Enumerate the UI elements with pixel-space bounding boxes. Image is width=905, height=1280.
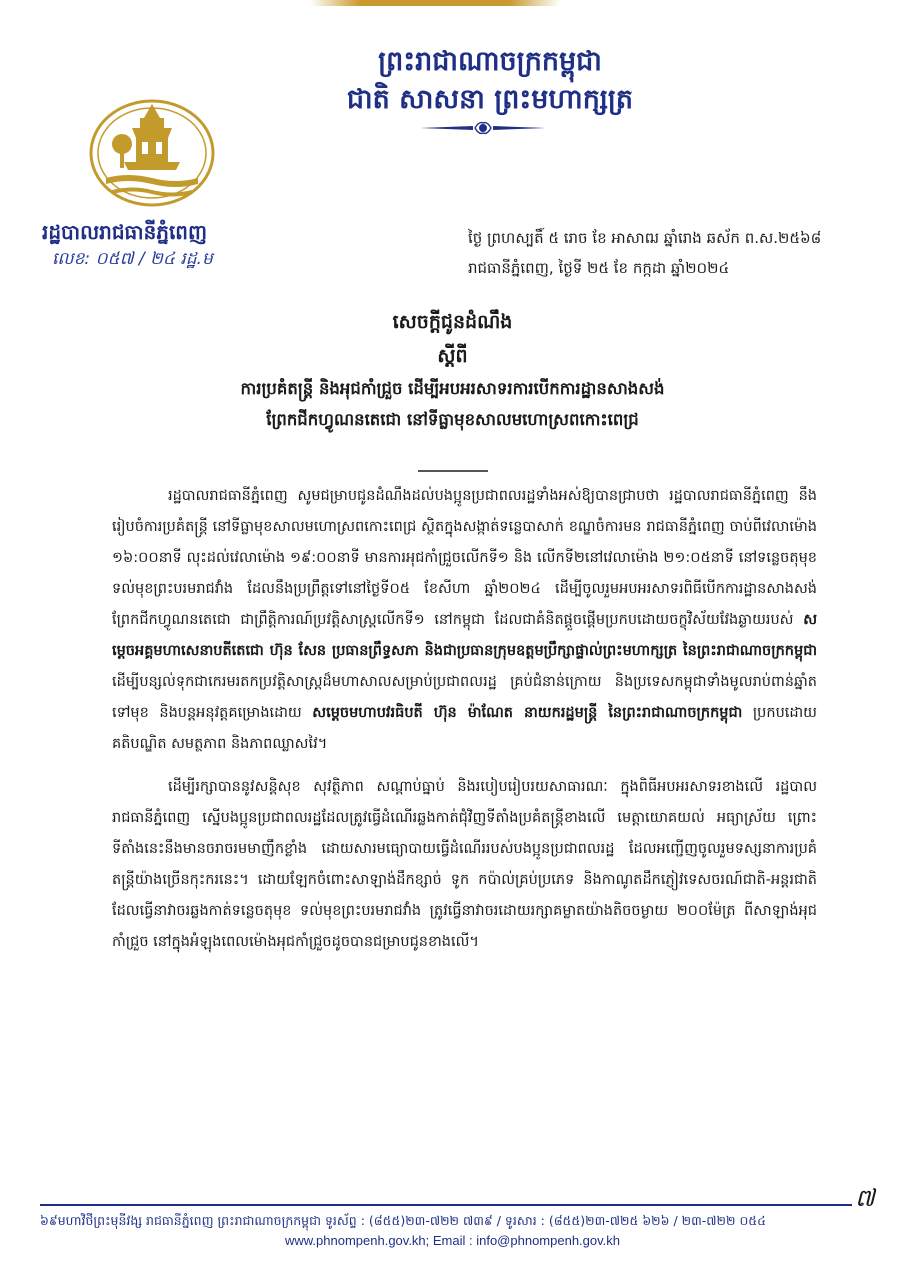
paragraph-1-part-c: ប្រកបដោយគតិបណ្ឌិត សមត្ថភាព និងភាពឈ្លាសវៃ។	[112, 705, 817, 752]
page-number: ៧	[855, 1184, 875, 1212]
about-heading: ស្តីពី	[437, 345, 468, 367]
issuing-office	[42, 217, 213, 271]
footer-address: ៦៩មហាវិថីព្រះមុនីវង្ស រាជធានីភ្នំពេញ ព្រះរាជាណាចក្រកម្ពុជា ទូរស័ព្ទ : (៨៥៥)២៣-៧២២ ៧៣៩ / ទូរសារ : (៨៥៥)២៣-៧២៥ ៦២៦ / ២៣-៧២២ ០៥៤	[40, 1213, 766, 1228]
city-seal-icon	[88, 98, 216, 208]
subject-line-1: ការប្រគំតន្ត្រី និងអុជកាំជ្រួច ដើម្បីអបអរសាទរការបើកការដ្ឋានសាងសង់	[240, 379, 665, 398]
paragraph-1-part-b: ដើម្បីបន្សល់ទុកជាកេរមរតកប្រវត្តិសាស្ត្រដ៏មហាសាលសម្រាប់ប្រជាពលរដ្ឋ គ្រប់ជំនាន់ក្រោយ និងប្រទេសកម្ពុជាទាំងមូលរាប់ពាន់ឆ្នាំតទៅមុខ និងបន្តអនុវត្តគម្រោងដោយ	[112, 674, 817, 721]
national-motto: ជាតិ សាសនា ព្រះមហាក្សត្រ	[346, 84, 634, 115]
paragraph-1-part-a: រដ្ឋបាលរាជធានីភ្នំពេញ សូមជម្រាបជូនដំណឹងដល់បងប្អូនប្រជាពលរដ្ឋទាំងអស់ឱ្យបានជ្រាបថា រដ្ឋបាលរាជធានីភ្នំពេញ នឹងរៀបចំការប្រគំតន្ត្រី នៅទីធ្លាមុខសាលមហោស្រពកោះពេជ្រ ស្ថិតក្នុងសង្កាត់ទន្លេបាសាក់ ខណ្ឌចំការមន រាជធានីភ្នំពេញ ចាប់ពីវេលាម៉ោង ១៦:០០នាទី លុះដល់វេលាម៉ោង ១៩:០០នាទី មានការអុជកាំជ្រួចលើកទី១ និង លើកទី២នៅវេលាម៉ោង ២១:០៥នាទី នៅទន្លេចតុមុខ ទល់មុខព្រះបរមរាជវាំង ដែលនឹងប្រព្រឹត្តទៅនៅថ្ងៃទី០៥ ខែសីហា ឆ្នាំ២០២៤ ដើម្បីចូលរួមអបអរសាទរពិធីបើកការដ្ឋានសាងសង់ព្រែកជីកហ្វូណនតេជោ ជាព្រឹត្តិការណ៍ប្រវត្តិសាស្ត្រលើកទី១ នៅកម្ពុជា ដែលជាគំនិតផ្តួចផ្តើមប្រកបដោយចក្ខុវិស័យវែងឆ្ងាយរបស់	[112, 488, 817, 628]
solar-date: រាជធានីភ្នំពេញ, ថ្ងៃទី ២៥ ខែ កក្កដា ឆ្នាំ២០២៤	[468, 259, 730, 277]
date-block	[468, 223, 821, 283]
top-decorative-strip	[310, 0, 560, 6]
ornament-icon	[418, 118, 548, 138]
footer-divider	[40, 1204, 852, 1206]
paragraph-1	[112, 481, 817, 760]
paragraph-1-bold-1: សម្តេចអគ្គមហាសេនាបតីតេជោ ហ៊ុន សែន ប្រធានព្រឹទ្ធសភា និងជាប្រធានក្រុមឧត្តមប្រឹក្សាផ្ទាល់ព្រះមហាក្សត្រ នៃព្រះរាជាណាចក្រកម្ពុជា	[112, 612, 817, 659]
paragraph-2-text: ដើម្បីរក្សាបាននូវសន្តិសុខ សុវត្ថិភាព សណ្តាប់ធ្នាប់ និងរបៀបរៀបរយសាធារណៈ ក្នុងពិធីអបអរសាទរខាងលើ រដ្ឋបាលរាជធានីភ្នំពេញ ស្នើបងប្អូនប្រជាពលរដ្ឋដែលត្រូវធ្វើដំណើរឆ្លងកាត់ជុំវិញទីតាំងប្រគំតន្ត្រីខាងលើ មេត្តាយោគយល់ អធ្យាស្រ័យ ព្រោះទីតាំងនេះនឹងមានចរាចរមមាញឹកខ្លាំង ដោយសារមធ្យោបាយធ្វើដំណើររបស់បងប្អូនប្រជាពលរដ្ឋ ដែលអញ្ជើញចូលរួមទស្សនាការប្រគំតន្ត្រីយ៉ាងច្រើនកុះករនេះ។ ដោយឡែកចំពោះសាឡាង់ដឹកខ្សាច់ ទូក កប៉ាល់គ្រប់ប្រភេទ និងកាណូតដឹកភ្ញៀវទេសចរណ៍ជាតិ-អន្តរជាតិ ដែលធ្វើនាវាចរឆ្លងកាត់ទន្លេចតុមុខ ទល់មុខព្រះបរមរាជវាំង ត្រូវធ្វើនាវាចរដោយរក្សាគម្លាតយ៉ាងតិចចម្ងាយ ២០០ម៉ែត្រ ពីសាឡាង់អុជកាំជ្រួច នៅក្នុងអំឡុងពេលម៉ោងអុជកាំជ្រួចដូចបានជម្រាបជូនខាងលើ។	[112, 779, 817, 950]
office-name: រដ្ឋបាលរាជធានីភ្នំពេញ	[42, 220, 208, 244]
reference-number: លេខ: ០៥៧ / ២៤ រដ្ឋ.ម	[52, 249, 213, 269]
lunar-date: ថ្ងៃ ព្រហស្បតិ៍ ៥ រោច ខែ អាសាឍ ឆ្នាំរោង ឆស័ក ព.ស.២៥៦៨	[468, 229, 822, 247]
notice-heading: សេចក្តីជូនដំណឹង	[392, 311, 513, 333]
letterhead	[300, 44, 680, 120]
subject-line-2: ព្រែកជីកហ្វូណនតេជោ នៅទីធ្លាមុខសាលមហោស្រពកោះពេជ្រ	[266, 410, 639, 429]
document-titles	[90, 305, 815, 435]
paragraph-2	[112, 772, 817, 958]
kingdom-name: ព្រះរាជាណាចក្រកម្ពុជា	[378, 46, 602, 77]
footer-contact: www.phnompenh.gov.kh; Email : info@phnompenh.gov.kh	[284, 1233, 621, 1248]
title-divider	[418, 470, 488, 472]
document-body	[112, 481, 817, 970]
paragraph-1-bold-2: សម្តេចមហាបវរធិបតី ហ៊ុន ម៉ាណែត នាយករដ្ឋមន្ត្រី នៃព្រះរាជាណាចក្រកម្ពុជា	[312, 705, 743, 721]
